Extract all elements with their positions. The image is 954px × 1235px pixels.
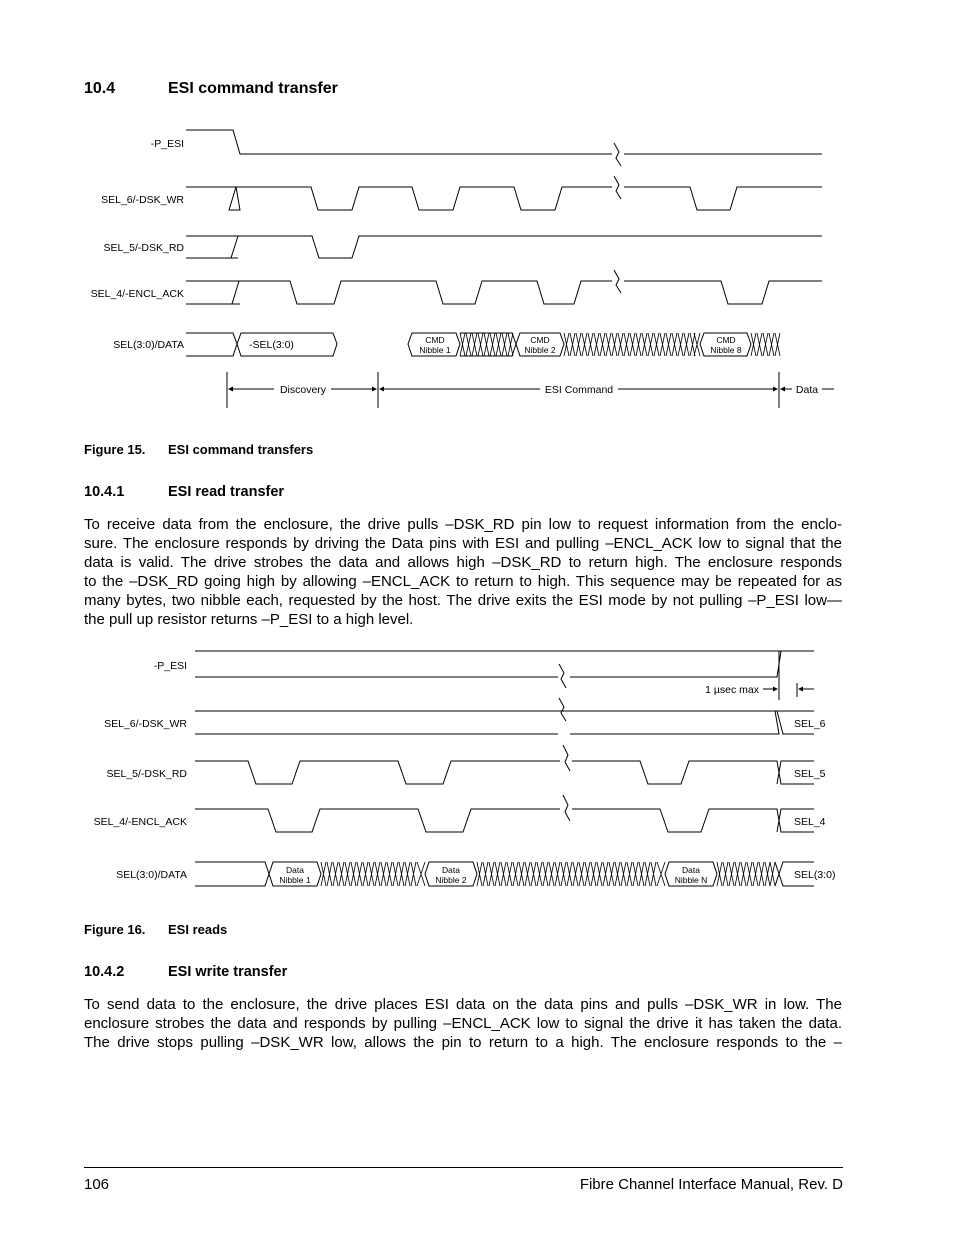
figure-15-title: ESI command transfers bbox=[168, 442, 314, 457]
f15-nibble2-bottom: Nibble 2 bbox=[524, 345, 556, 355]
f16-right-sel4: SEL_4 bbox=[794, 816, 826, 828]
f15-phase-data: Data bbox=[795, 384, 819, 396]
f16-nibble1-top: Data bbox=[286, 865, 304, 875]
f15-phase-discovery: Discovery bbox=[279, 384, 327, 396]
document-title: Fibre Channel Interface Manual, Rev. D bbox=[579, 1176, 843, 1193]
section-title: ESI command transfer bbox=[168, 80, 338, 97]
subsection-2-title: ESI write transfer bbox=[168, 964, 288, 980]
encl-ack-waveform bbox=[186, 281, 240, 304]
dsk-rd-waveform bbox=[186, 236, 238, 258]
f15-phase-command: ESI Command bbox=[544, 384, 614, 396]
f15-nibble1-top: CMD bbox=[425, 335, 445, 345]
f16-right-sel5: SEL_5 bbox=[794, 768, 826, 780]
f16-signal-data: SEL(3:0)/DATA bbox=[116, 869, 187, 881]
figure-15-timing-diagram bbox=[0, 120, 954, 420]
data-bus-waveform bbox=[186, 333, 237, 356]
f15-signal-dsk-rd: SEL_5/-DSK_RD bbox=[103, 242, 184, 254]
f16-data-bus-waveform bbox=[195, 862, 269, 886]
f15-signal-p-esi: -P_ESI bbox=[150, 138, 184, 150]
f15-nibble2-top: CMD bbox=[530, 335, 550, 345]
f15-nibble8-bottom: Nibble 8 bbox=[710, 345, 742, 355]
f16-nibbleN-top: Data bbox=[682, 865, 700, 875]
f15-nibble1-bottom: Nibble 1 bbox=[419, 345, 451, 355]
section-number: 10.4 bbox=[84, 80, 116, 97]
f16-encl-ack-waveform bbox=[195, 809, 560, 832]
f15-signal-encl-ack: SEL_4/-ENCL_ACK bbox=[90, 288, 184, 300]
f16-right-sel30: SEL(3:0) bbox=[794, 869, 836, 881]
f15-bus-sel: -SEL(3:0) bbox=[249, 339, 294, 351]
f16-signal-dsk-rd: SEL_5/-DSK_RD bbox=[106, 768, 187, 780]
p-esi-waveform bbox=[186, 130, 612, 154]
f16-signal-p-esi: -P_ESI bbox=[153, 660, 187, 672]
f16-timing-label: 1 µsec max bbox=[705, 684, 759, 696]
f15-nibble8-top: CMD bbox=[716, 335, 736, 345]
f16-nibble2-bottom: Nibble 2 bbox=[435, 875, 467, 885]
dsk-wr-waveform bbox=[186, 187, 612, 210]
figure-15-number: Figure 15. bbox=[84, 442, 146, 457]
f16-signal-dsk-wr: SEL_6/-DSK_WR bbox=[104, 718, 187, 730]
subsection-2-number: 10.4.2 bbox=[84, 964, 125, 980]
subsection-1-title: ESI read transfer bbox=[168, 484, 285, 500]
f16-nibbleN-bottom: Nibble N bbox=[674, 875, 708, 885]
f15-signal-data: SEL(3:0)/DATA bbox=[113, 339, 184, 351]
f16-signal-encl-ack: SEL_4/-ENCL_ACK bbox=[93, 816, 187, 828]
paragraph-read-transfer: To receive data from the enclosure, the drive pulls –DSK_RD pin low to request information from the enclo- sure. The enclosure responds by driving the Data pins with ESI and pulling –ENCL_ACK low to signal that the data is valid. The drive strobes the data and allows high –DSK_RD to return high. The enclosure responds to the –DSK_RD going high by allowing –ENCL_ACK to return to high. This sequence may be repeated for as many bytes, two nibble each, requested by the host. The drive exits the ESI mode by not pulling –P_ESI low— the pull up resistor returns –P_ESI to a high level. bbox=[84, 516, 842, 628]
f16-dsk-rd-waveform bbox=[195, 761, 560, 784]
f16-nibble1-bottom: Nibble 1 bbox=[279, 875, 311, 885]
figure-16-timing-diagram bbox=[0, 640, 954, 900]
subsection-1-number: 10.4.1 bbox=[84, 484, 125, 500]
page-number: 106 bbox=[84, 1176, 110, 1193]
footer-rule bbox=[84, 1167, 843, 1168]
paragraph-write-transfer: To send data to the enclosure, the drive places ESI data on the data pins and pulls –DSK_WR in low. The enclosure strobes the data and responds by pulling –ENCL_ACK low to signal the drive it has taken the data. The drive stops pulling –DSK_WR low, allows the pin to return to a high. The enclosure responds to the – bbox=[84, 996, 842, 1051]
figure-16-title: ESI reads bbox=[168, 922, 228, 937]
f15-signal-dsk-wr: SEL_6/-DSK_WR bbox=[101, 194, 184, 206]
f16-right-sel6: SEL_6 bbox=[794, 718, 826, 730]
f16-nibble2-top: Data bbox=[442, 865, 460, 875]
figure-16-number: Figure 16. bbox=[84, 922, 146, 937]
